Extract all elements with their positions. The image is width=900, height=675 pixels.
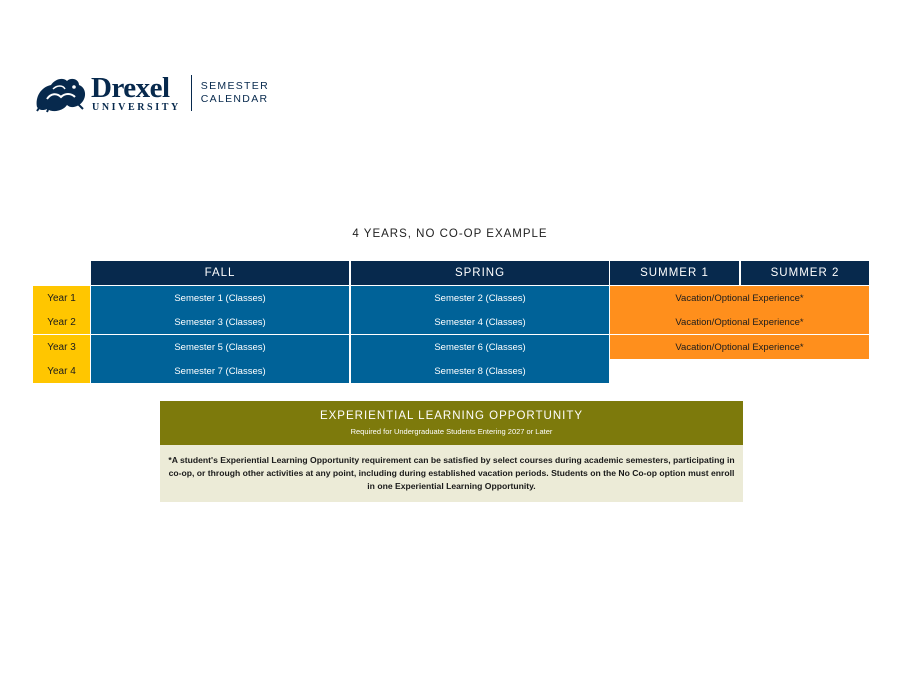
example-title: 4 YEARS, NO CO-OP EXAMPLE xyxy=(352,228,548,240)
dragon-icon xyxy=(33,73,89,113)
summer-vacation-cell: Vacation/Optional Experience* xyxy=(610,335,869,359)
fall-semester-cell: Semester 3 (Classes) xyxy=(91,310,349,334)
spring-semester-cell: Semester 8 (Classes) xyxy=(351,359,609,383)
fall-semester-cell: Semester 5 (Classes) xyxy=(91,335,349,359)
elo-subtitle: Required for Undergraduate Students Entering 2027 or Later xyxy=(350,427,553,436)
header-summer-1: SUMMER 1 xyxy=(610,261,739,285)
year-label-4: Year 4 xyxy=(33,359,90,383)
year-label-1: Year 1 xyxy=(33,286,90,310)
drexel-logo xyxy=(33,72,269,114)
brand-name: Drexel xyxy=(91,71,170,104)
elo-description: *A student's Experiential Learning Opportunity requirement can be satisfied by select courses during academic semesters, participating in co-op, or through other activities at any point, including during established vacation periods. Students on the No Co-op option must enroll in one Experiential Learning Opportunity. xyxy=(160,445,743,502)
year-label-3: Year 3 xyxy=(33,335,90,359)
summer-vacation-cell: Vacation/Optional Experience* xyxy=(610,310,869,334)
elo-title: EXPERIENTIAL LEARNING OPPORTUNITY xyxy=(319,410,584,422)
year-label-2: Year 2 xyxy=(33,310,90,334)
header-spring: SPRING xyxy=(351,261,609,285)
spring-semester-cell: Semester 6 (Classes) xyxy=(351,335,609,359)
header-fall: FALL xyxy=(91,261,349,285)
brand-subtitle: UNIVERSITY xyxy=(92,101,181,113)
spring-semester-cell: Semester 2 (Classes) xyxy=(351,286,609,310)
spring-semester-cell: Semester 4 (Classes) xyxy=(351,310,609,334)
fall-semester-cell: Semester 7 (Classes) xyxy=(91,359,349,383)
logo-tagline xyxy=(201,80,269,106)
elo-header xyxy=(160,401,743,445)
fall-semester-cell: Semester 1 (Classes) xyxy=(91,286,349,310)
tagline-line-2: CALENDAR xyxy=(200,93,269,105)
logo-divider xyxy=(191,75,192,111)
tagline-line-1: SEMESTER xyxy=(200,80,269,92)
header-summer-2: SUMMER 2 xyxy=(741,261,869,285)
summer-vacation-cell: Vacation/Optional Experience* xyxy=(610,286,869,310)
